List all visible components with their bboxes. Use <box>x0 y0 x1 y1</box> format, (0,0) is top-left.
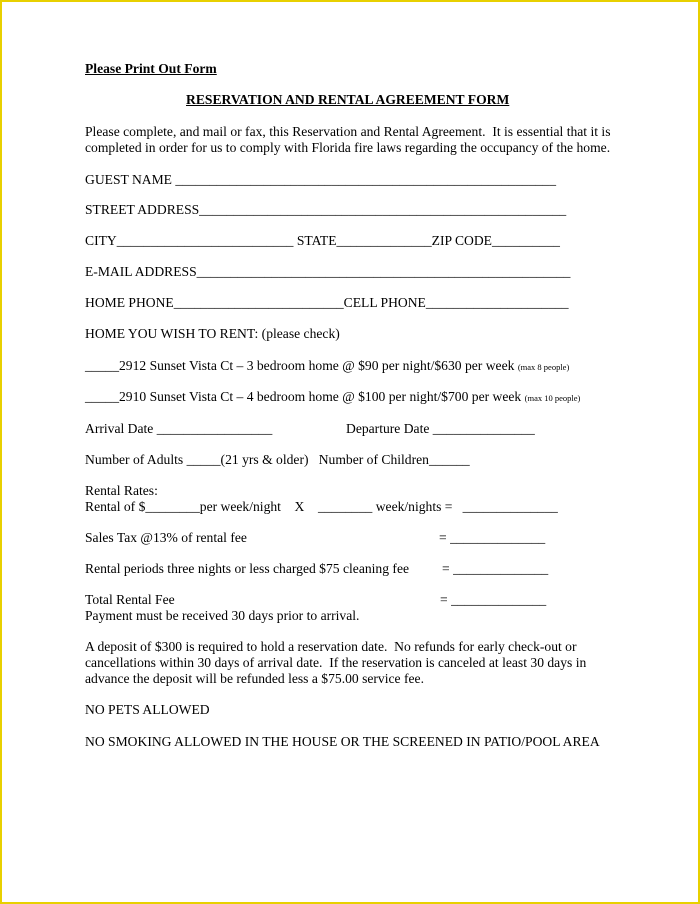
rental-calc-line[interactable]: Rental of $________per week/night X ________ week/nights = ______________ <box>85 499 558 514</box>
payment-note: Payment must be received 30 days prior to arrival. <box>85 608 360 623</box>
phone-fields[interactable]: HOME PHONE_________________________CELL PHONE_____________________ <box>85 295 569 310</box>
arrival-date-field[interactable]: Arrival Date _________________ <box>85 421 273 436</box>
email-field[interactable]: E-MAIL ADDRESS_______________________________________________________ <box>85 264 571 279</box>
home-option-2912[interactable] <box>85 358 569 375</box>
home-option-2910[interactable] <box>85 389 580 406</box>
home-option-2910-label: _____2910 Sunset Vista Ct – 4 bedroom home @ $100 per night/$700 per week <box>85 389 522 404</box>
total-fee-field[interactable]: = ______________ <box>440 592 547 607</box>
print-note: Please Print Out Form <box>85 61 217 76</box>
home-heading: HOME YOU WISH TO RENT: (please check) <box>85 326 340 341</box>
no-pets-rule: NO PETS ALLOWED <box>85 702 210 717</box>
sales-tax-field[interactable]: = ______________ <box>439 530 546 545</box>
form-title: RESERVATION AND RENTAL AGREEMENT FORM <box>186 92 510 107</box>
deposit-line-3: advance the deposit will be refunded less a $75.00 service fee. <box>85 671 424 686</box>
sales-tax-label: Sales Tax @13% of rental fee <box>85 530 247 545</box>
home-option-2912-note: (max 8 people) <box>517 362 570 372</box>
intro-line-1: Please complete, and mail or fax, this Reservation and Rental Agreement. It is essential that it is <box>85 124 611 139</box>
home-option-2912-label: _____2912 Sunset Vista Ct – 3 bedroom home @ $90 per night/$630 per week <box>85 358 515 373</box>
cleaning-fee-label: Rental periods three nights or less charged $75 cleaning fee <box>85 561 410 576</box>
guest-name-field[interactable]: GUEST NAME ________________________________________________________ <box>85 172 557 187</box>
guest-count-fields[interactable]: Number of Adults _____(21 yrs & older) Number of Children______ <box>85 452 470 467</box>
no-smoking-rule: NO SMOKING ALLOWED IN THE HOUSE OR THE SCREENED IN PATIO/POOL AREA <box>85 734 600 749</box>
rental-rates-heading: Rental Rates: <box>85 483 158 498</box>
intro-line-2: completed in order for us to comply with Florida fire laws regarding the occupancy of the home. <box>85 140 611 155</box>
cleaning-fee-field[interactable]: = ______________ <box>442 561 549 576</box>
departure-date-field[interactable]: Departure Date _______________ <box>346 421 535 436</box>
deposit-line-2: cancellations within 30 days of arrival date. If the reservation is canceled at least 30 days in <box>85 655 587 670</box>
home-option-2910-note: (max 10 people) <box>524 393 581 403</box>
city-state-zip-field[interactable]: CITY__________________________ STATE______________ZIP CODE__________ <box>85 233 560 248</box>
total-fee-label: Total Rental Fee <box>85 592 175 607</box>
street-address-field[interactable]: STREET ADDRESS______________________________________________________ <box>85 202 567 217</box>
deposit-line-1: A deposit of $300 is required to hold a reservation date. No refunds for early check-out or <box>85 639 577 654</box>
